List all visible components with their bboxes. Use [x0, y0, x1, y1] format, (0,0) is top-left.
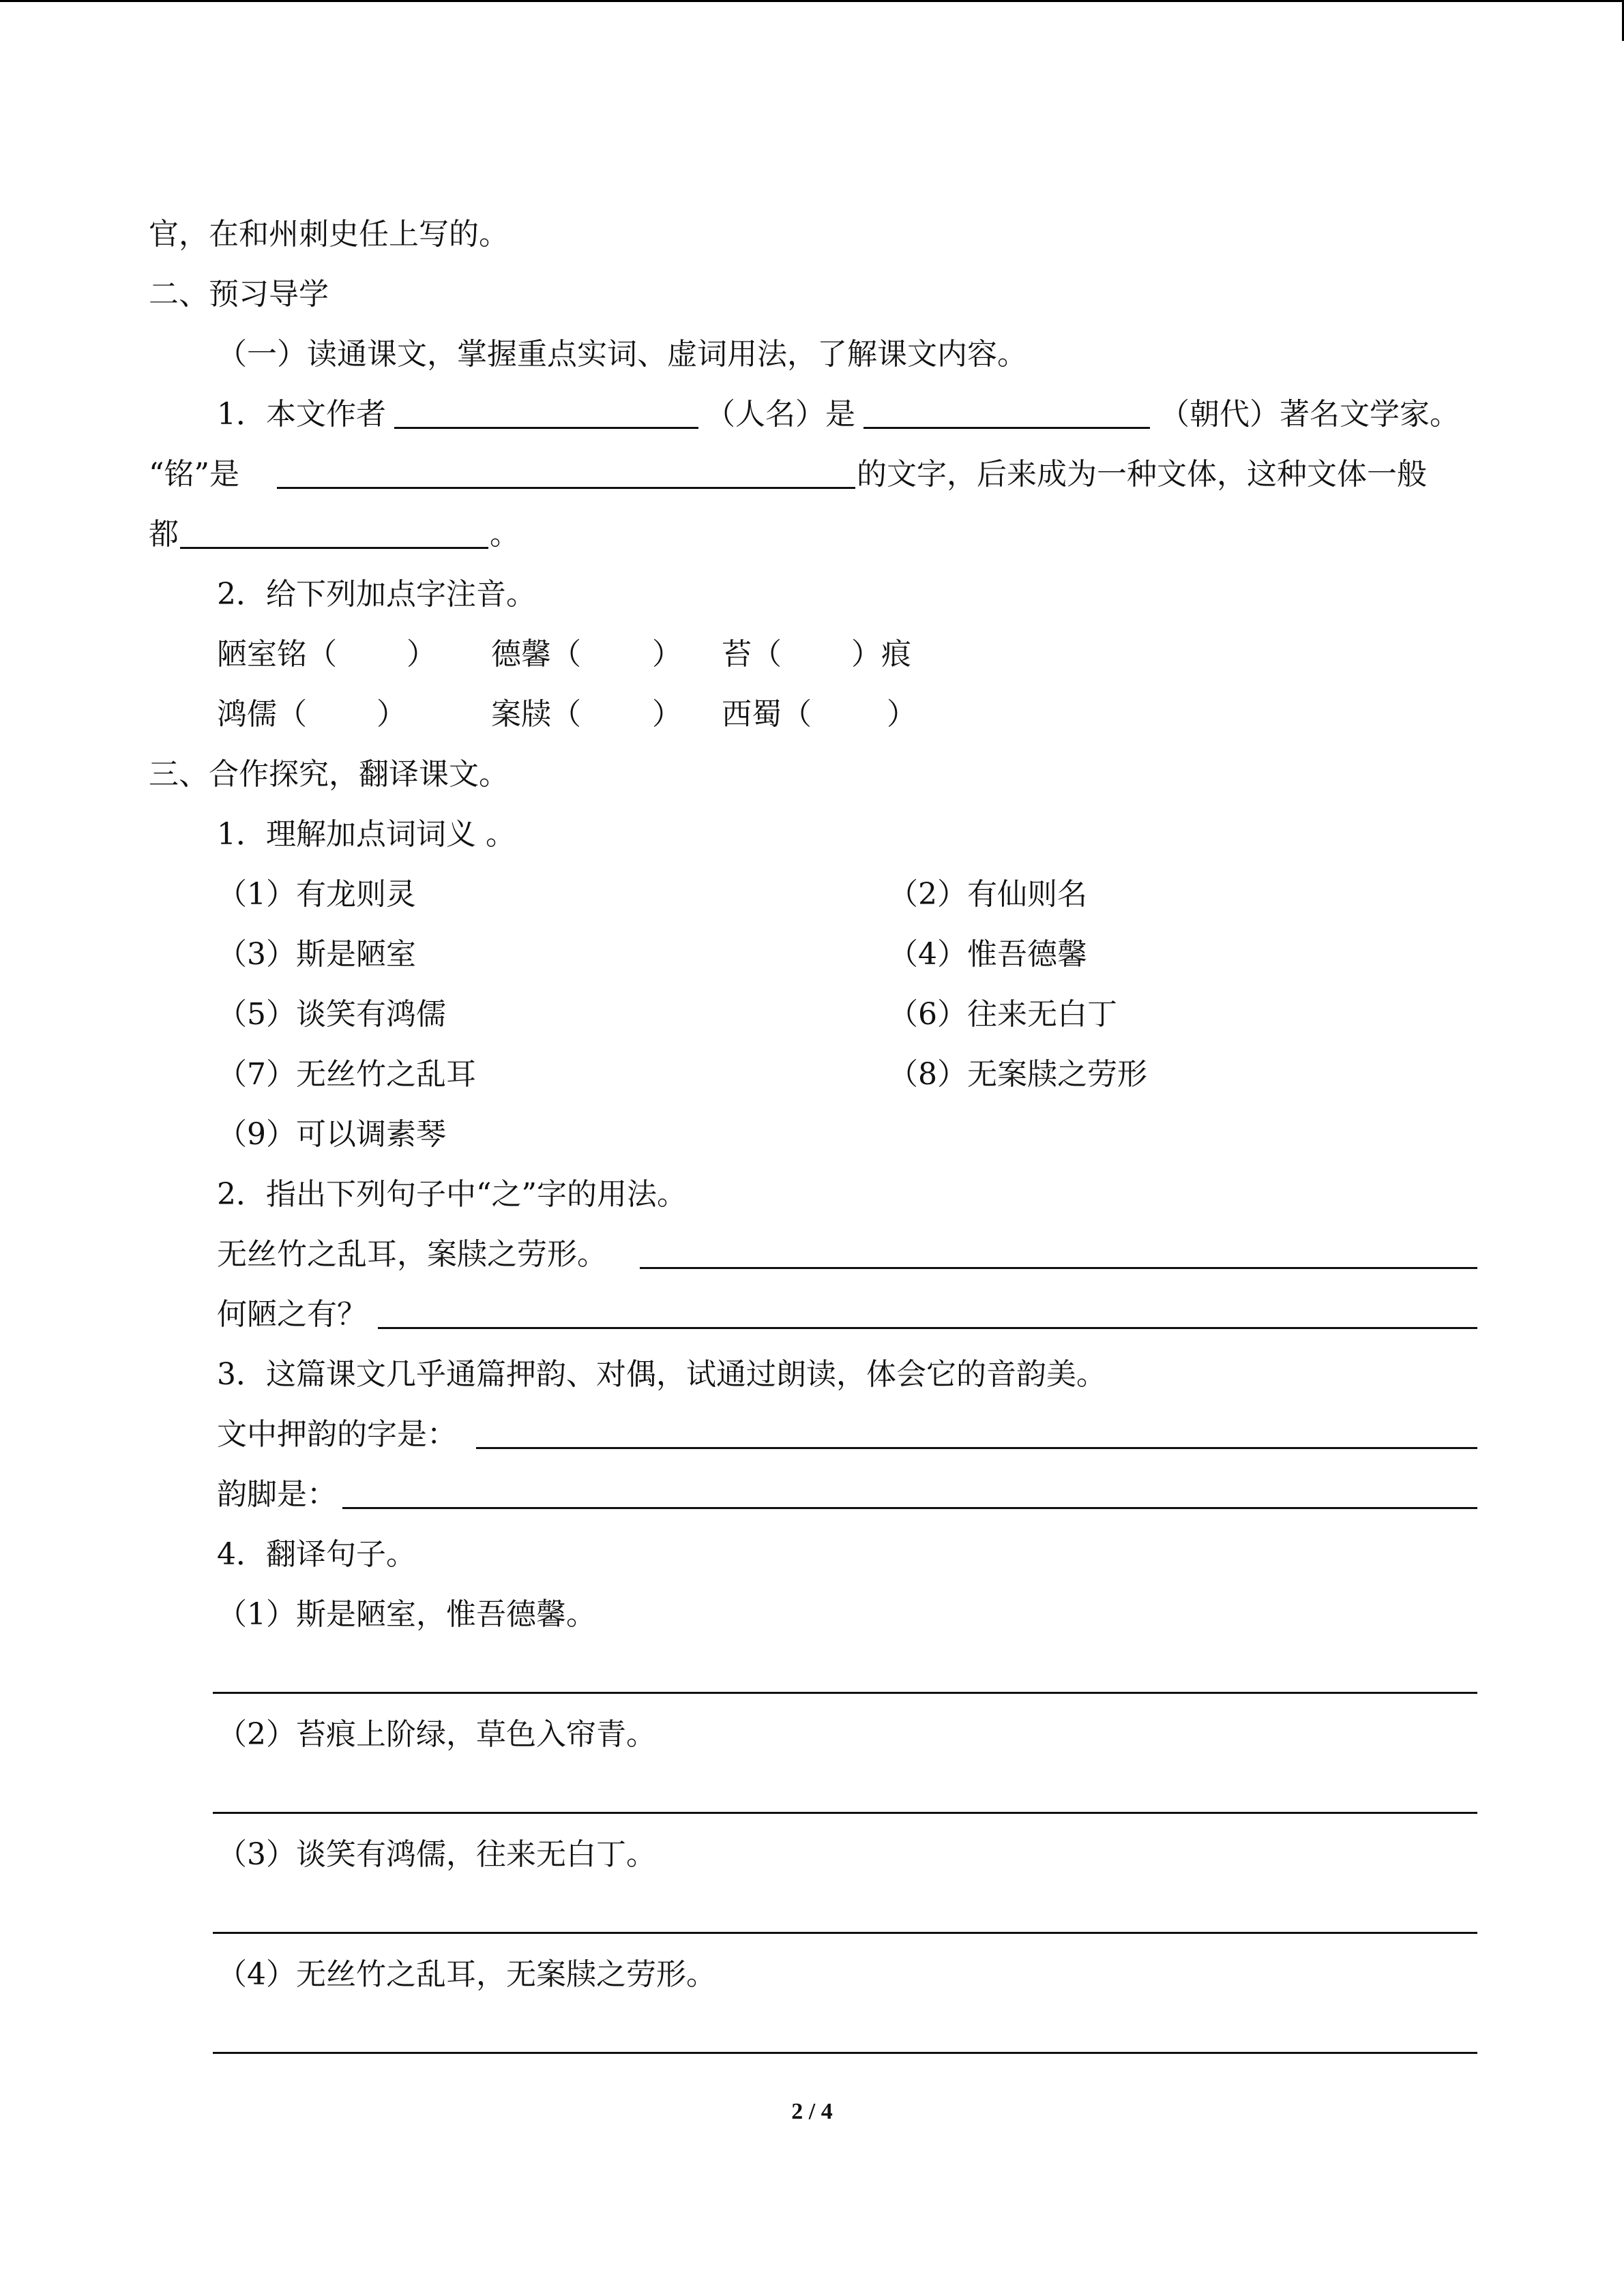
meaning-item: （3）斯是陋室 — [217, 937, 416, 972]
sentence-text: 无丝竹之乱耳，案牍之劳形。 — [217, 1237, 607, 1272]
pinyin-item: 苔（ — [722, 637, 782, 672]
section2-sub1-line — [0, 325, 1624, 385]
question-text: 的文字，后来成为一种文体，这种文体一般 — [857, 457, 1427, 492]
rhyme-feet-blank[interactable] — [342, 1466, 1477, 1509]
translate-item: （1）斯是陋室，惟吾德馨。 — [217, 1597, 596, 1632]
translate-item: （3）谈笑有鸿儒，往来无白丁。 — [217, 1837, 656, 1872]
translate-answer-line-3[interactable] — [213, 1932, 1477, 1934]
pinyin-prompt-line — [0, 565, 1624, 625]
page-top-border — [0, 0, 1624, 2]
question-prompt: 1．理解加点词词义 。 — [217, 817, 516, 852]
question-text: 都 — [149, 517, 179, 552]
rhyme-words-line — [0, 1405, 1624, 1465]
pinyin-paren: ） — [377, 697, 407, 732]
section2-heading-line — [0, 265, 1624, 325]
translate-item-3-line — [0, 1825, 1624, 1885]
zhi-usage-blank-2[interactable] — [378, 1286, 1477, 1329]
rhyme-words-blank[interactable] — [476, 1406, 1477, 1449]
meaning-row-4 — [0, 1045, 1624, 1105]
meaning-item: （9）可以调素琴 — [217, 1117, 446, 1152]
meaning-item: （2）有仙则名 — [888, 877, 1087, 912]
section-heading: 三、合作探究，翻译课文。 — [149, 757, 509, 792]
translate-item: （4）无丝竹之乱耳，无案牍之劳形。 — [217, 1957, 716, 1992]
zhi-usage-blank-1[interactable] — [640, 1226, 1477, 1269]
meaning-row-2 — [0, 925, 1624, 985]
meaning-item: （1）有龙则灵 — [217, 877, 416, 912]
pinyin-paren: ） — [407, 637, 437, 672]
question-ming-cont-line — [0, 505, 1624, 565]
meaning-item: （4）惟吾德馨 — [888, 937, 1087, 972]
pinyin-row-2 — [0, 685, 1624, 745]
translate-item-4-line — [0, 1945, 1624, 2005]
pinyin-item: 陋室铭（ — [217, 637, 337, 672]
translate-prompt-line — [0, 1525, 1624, 1585]
question-text: 文中押韵的字是： — [217, 1417, 457, 1452]
question-text: （人名）是 — [705, 397, 855, 432]
translate-item-1-line — [0, 1585, 1624, 1645]
question-prompt: 3．这篇课文几乎通篇押韵、对偶，试通过朗读，体会它的音韵美。 — [217, 1357, 1106, 1392]
zhi-sentence-1-line — [0, 1225, 1624, 1285]
pinyin-row-1 — [0, 625, 1624, 685]
meaning-row-5 — [0, 1105, 1624, 1165]
question-text: 。 — [490, 517, 520, 552]
pinyin-item: 案牍（ — [491, 697, 581, 732]
meaning-row-1 — [0, 865, 1624, 925]
pinyin-item: 鸿儒（ — [217, 697, 307, 732]
page-number: 2 / 4 — [791, 2099, 833, 2124]
meaning-prompt-line — [0, 805, 1624, 865]
translate-item: （2）苔痕上阶绿，草色入帘青。 — [217, 1717, 656, 1752]
meaning-row-3 — [0, 985, 1624, 1045]
question-prompt: 4．翻译句子。 — [217, 1537, 416, 1572]
meaning-item: （6）往来无白丁 — [888, 997, 1117, 1032]
pinyin-item: 西蜀（ — [722, 697, 812, 732]
dynasty-blank[interactable] — [863, 386, 1150, 429]
section3-heading-line — [0, 745, 1624, 805]
translate-answer-line-4[interactable] — [213, 2052, 1477, 2054]
continuation-line — [0, 205, 1624, 265]
question-text: 1．本文作者 — [217, 397, 386, 432]
rhyme-feet-line — [0, 1465, 1624, 1525]
subsection-heading: （一）读通课文，掌握重点实词、虚词用法，了解课文内容。 — [217, 337, 1027, 372]
meaning-item: （7）无丝竹之乱耳 — [217, 1057, 476, 1092]
genre-feature-blank[interactable] — [180, 506, 488, 549]
translate-item-2-line — [0, 1705, 1624, 1765]
rhyme-prompt-line — [0, 1345, 1624, 1405]
question-author-line — [0, 385, 1624, 445]
zhi-sentence-2-line — [0, 1285, 1624, 1345]
meaning-item: （5）谈笑有鸿儒 — [217, 997, 446, 1032]
ming-definition-blank[interactable] — [277, 446, 855, 489]
translate-answer-line-1[interactable] — [213, 1692, 1477, 1694]
author-name-blank[interactable] — [394, 386, 698, 429]
question-ming-line — [0, 445, 1624, 505]
pinyin-paren: ） — [652, 637, 682, 672]
meaning-item: （8）无案牍之劳形 — [888, 1057, 1147, 1092]
zhi-prompt-line — [0, 1165, 1624, 1225]
section-heading: 二、预习导学 — [149, 277, 329, 312]
pinyin-paren: ） — [887, 697, 917, 732]
question-prompt: 2．给下列加点字注音。 — [217, 577, 536, 612]
continuation-text: 官，在和州刺史任上写的。 — [149, 217, 509, 252]
question-text: （朝代）著名文学家。 — [1160, 397, 1460, 432]
sentence-text: 何陋之有？ — [217, 1297, 367, 1332]
pinyin-paren: ） — [652, 697, 682, 732]
question-prompt: 2．指出下列句子中“之”字的用法。 — [217, 1177, 687, 1212]
pinyin-item: ）痕 — [851, 637, 911, 672]
translate-answer-line-2[interactable] — [213, 1812, 1477, 1814]
question-text: 韵脚是： — [217, 1477, 337, 1512]
pinyin-item: 德馨（ — [491, 637, 581, 672]
question-text: “铭”是 — [149, 457, 239, 492]
